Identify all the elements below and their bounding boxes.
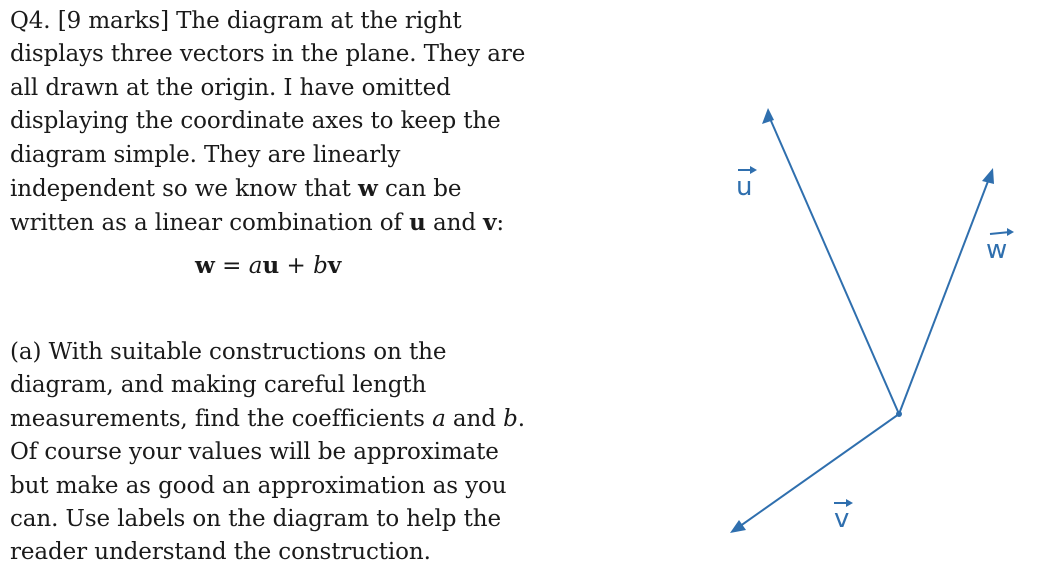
text-segment: can be — [377, 176, 462, 203]
text-segment: independent so we know that — [10, 176, 359, 203]
eq-u: u — [262, 252, 280, 279]
coef-a: a — [432, 405, 446, 432]
question-line-7 — [10, 206, 570, 240]
eq-w: w — [195, 252, 215, 279]
eq-v: v — [327, 252, 342, 279]
label-v — [834, 499, 853, 534]
label-v-text: v — [834, 504, 850, 534]
eq-plus: + — [279, 253, 314, 279]
part-a-line-2: diagram, and making careful length — [10, 372, 427, 399]
question-line-1: Q4. [9 marks] The diagram at the right — [10, 8, 462, 34]
question-text — [10, 5, 570, 241]
text-segment: : — [496, 210, 505, 237]
part-a-line-7: reader understand the construction. — [10, 539, 431, 566]
vector-u-bold: u — [409, 209, 426, 237]
vector-v-bold: v — [483, 209, 497, 237]
eq-b: b — [313, 253, 328, 279]
equation — [195, 252, 341, 279]
vector-w-line — [899, 176, 990, 414]
part-a-text — [10, 336, 570, 570]
text-segment: . — [517, 405, 525, 432]
text-segment: measurements, find the coefficients — [10, 405, 433, 432]
part-a-line-3 — [10, 403, 570, 436]
text-segment: and — [425, 210, 484, 237]
question-line-4: displaying the coordinate axes to keep the — [10, 108, 501, 135]
vector-diagram — [708, 88, 1028, 560]
vector-w-bold: w — [358, 175, 378, 203]
eq-equals: = — [214, 253, 249, 279]
question-line-5: diagram simple. They are linearly — [10, 141, 401, 168]
question-line-3: all drawn at the origin. I have omitted — [10, 74, 451, 101]
vector-w-arrowhead — [982, 168, 994, 184]
coef-b: b — [503, 405, 518, 432]
vector-u-line — [768, 114, 899, 414]
part-a-line-6: can. Use labels on the diagram to help the — [10, 506, 501, 533]
part-a-line-4: Of course your values will be approximate — [10, 439, 499, 466]
part-a-line-1: (a) With suitable constructions on the — [10, 339, 447, 365]
part-a-line-5: but make as good an approximation as you — [10, 472, 507, 499]
label-w — [986, 228, 1014, 265]
vector-v-arrowhead — [730, 520, 746, 533]
label-w-arrow-head — [1007, 228, 1014, 236]
text-segment: written as a linear combination of — [10, 210, 410, 237]
text-segment: and — [445, 405, 504, 432]
question-line-6 — [10, 172, 570, 206]
label-u — [736, 166, 757, 202]
vector-v-line — [736, 414, 899, 529]
eq-a: a — [248, 253, 263, 279]
question-line-2: displays three vectors in the plane. They are — [10, 41, 526, 68]
label-w-text: w — [986, 235, 1008, 265]
origin-point — [896, 411, 902, 417]
label-u-text: u — [736, 172, 753, 202]
